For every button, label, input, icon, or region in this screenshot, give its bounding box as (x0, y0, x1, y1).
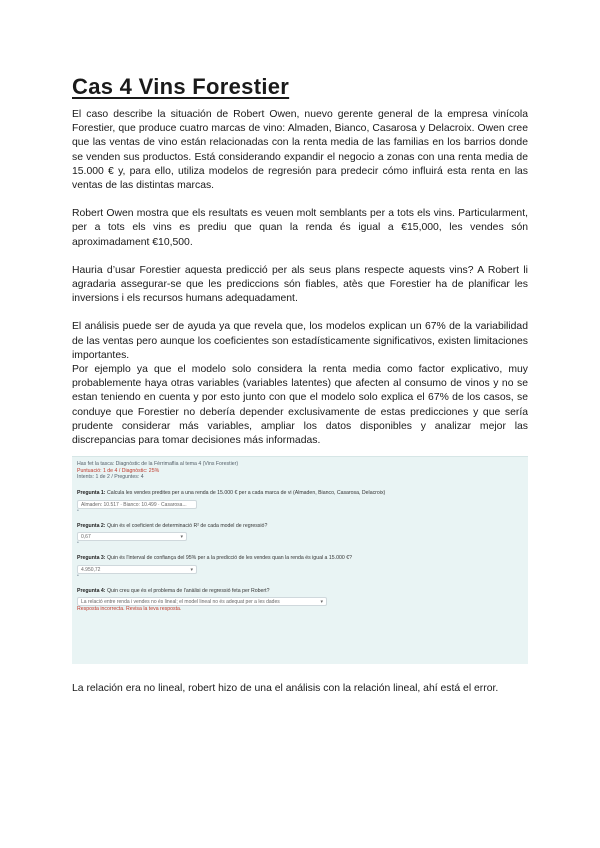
quiz-question-3: Pregunta 3: Quin és l'interval de confiança del 95% per a la predicció de les vendes quan la renda és igual a 15.000 €? 4.950,72 ▾ • (77, 555, 352, 579)
quiz-question-label: Pregunta 1: (77, 490, 106, 497)
quiz-question-text: Quin és el coeficient de determinació R² de cada model de regressió? (107, 522, 268, 529)
quiz-sub-line: Intents: 1 de 2 / Preguntes: 4 (77, 474, 144, 481)
quiz-question-4 (77, 588, 523, 613)
quiz-question-1: Pregunta 1: Calcula les vendes predites per a una renda de 15.000 € per a cada marca de vi (Almaden, Bianco, Casarosa, Delacroix) Almaden: 10.517 · Bianco: 10.499 · Casarosa... • (77, 490, 386, 514)
quiz-status-line: Puntuació: 1 de 4 / Diagnòstic: 25% (77, 467, 160, 474)
quiz-answer-select: 4.950,72 ▾ (77, 565, 197, 574)
quiz-question-text: Calcula les vendes predites per a una renda de 15.000 € per a cada marca de vi (Almaden, Bianco, Casarosa, Delacroix) (107, 490, 386, 497)
chevron-down-icon: ▾ (320, 599, 323, 606)
paragraph-analysis: El análisis puede ser de ayuda ya que revela que, los modelos explican un 67% de la variabilidad de las ventas pero aunque los coeficientes son estadísticamente significativos, existen limitaciones importantes. (72, 321, 528, 361)
chevron-down-icon: ▾ (190, 566, 193, 573)
quiz-question-text: Quin creu que és el problema de l'anàlisi de regressió feta per Robert? (107, 587, 270, 594)
paragraph-conclusion: Por ejemplo ya que el modelo solo considera la renta media como factor explicativo, muy probablemente haya otras variables (variables latentes) que afecten al consumo de vinos y no se estan teniendo en cuenta y por esto junto con que el modelo solo explica el 67% de los casos, se conduye que Forestier no debería depender exclusivamente de estas predicciones y que sería prudente considerar más variables, ampliar los datos disponibles y analizar mejor las discrepancias para tomar decisiones más informadas. (72, 364, 528, 447)
closing-remark: La relación era no lineal, robert hizo de una el análisis con la relación lineal, ahí está el error. (72, 683, 499, 694)
quiz-question-text: Quin és l'interval de confiança del 95% per a la predicció de les vendes quan la renda és igual a 15.000 €? (107, 555, 352, 562)
quiz-question-label: Pregunta 2: (77, 522, 106, 529)
quiz-feedback: Resposta incorrecta. Revisa la teva resposta. (77, 606, 182, 613)
quiz-answer-select: 0,67 ▾ (77, 532, 187, 541)
quiz-question-label: Pregunta 4: (77, 587, 106, 594)
quiz-question-label: Pregunta 3: (77, 555, 106, 562)
quiz-answer-field: Almaden: 10.517 · Bianco: 10.499 · Casarosa... (77, 500, 197, 509)
quiz-question-2: Pregunta 2: Quin és el coeficient de determinació R² de cada model de regressió? 0,67 ▾ • (77, 522, 268, 547)
chevron-down-icon: ▾ (180, 534, 183, 541)
paragraph-results: Robert Owen mostra que els resultats es veuen molt semblants per a tots els vins. Particularment, per a tots els vins es prediu que quan la renda és igual a €15,000, les vendes són aproximadament €10,500. (72, 208, 528, 248)
paragraph-intro: El caso describe la situación de Robert Owen, nuevo gerente general de la empresa vinícola Forestier, que produce cuatro marcas de vino: Almaden, Bianco, Casarosa y Delacroix. Owen cree que las ventas de vino están relacionadas con la renta media de las familias en los barrios donde se venden sus productos. Está considerando expandir el negocio a zonas con una renta media de 15.000 € y, para ello, utiliza modelos de regresión para predecir cómo influirá esta renta en las ventas de las distintas marcas. (72, 109, 528, 192)
quiz-header-line: Has fet la tasca: Diagnòstic de la Fèrrimaflia al tema 4 (Vins Forestier) (77, 461, 239, 468)
document-page (72, 74, 528, 664)
document-title: Cas 4 Vins Forestier (72, 74, 290, 99)
paragraph-question: Hauria d’usar Forestier aquesta predicció per als seus plans respecte aquests vins? A Robert li agradaria assegurar-se que les prediccions són fiables, atès que Forestier ha de planificar les inversions i els recursos humans adequadament. (72, 264, 528, 305)
quiz-answer-select: La relació entre renda i vendes no és lineal; el model lineal no és adequat per a les dades ▾ (77, 597, 327, 606)
embedded-quiz-screenshot (72, 456, 528, 664)
